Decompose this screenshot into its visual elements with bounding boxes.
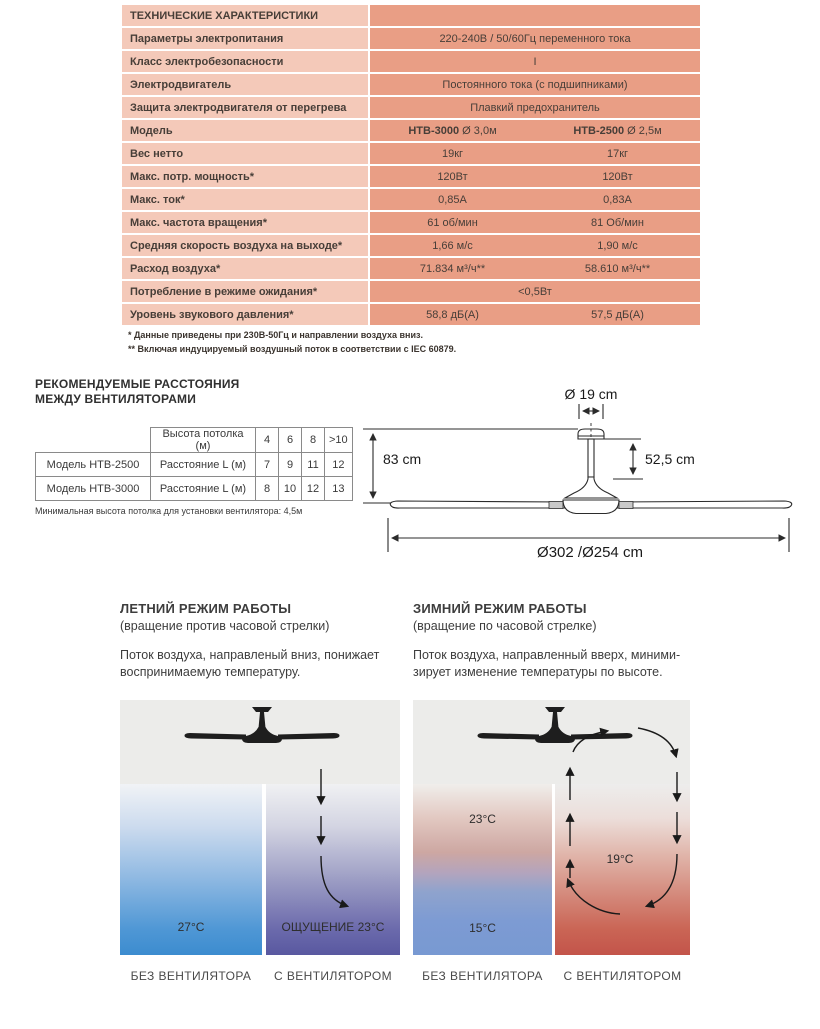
summer-description: Поток воздуха, направленый вниз, понижает воспринимаемую температуру.: [120, 648, 380, 679]
spec-table-row: [122, 74, 700, 95]
winter-caption-with-fan: С ВЕНТИЛЯТОРОМ: [563, 969, 682, 983]
spec-table: [120, 3, 702, 327]
spec-table-title: ТЕХНИЧЕСКИЕ ХАРАКТЕРИСТИКИ: [122, 5, 368, 26]
spec-table-row: [122, 97, 700, 118]
spec-table-row: [122, 28, 700, 49]
winter-airflow-arrows: [413, 700, 690, 955]
spec-row-value: 1,66 м/с 1,90 м/с: [370, 235, 700, 256]
spec-table-row: [122, 189, 700, 210]
spec-table-header-row: [122, 5, 700, 26]
spec-row-label: Защита электродвигателя от перегрева: [122, 97, 368, 118]
spec-row-label: Параметры электропитания: [122, 28, 368, 49]
distance-table-cell: 12: [325, 453, 353, 477]
distance-table-cell: >10: [325, 428, 353, 453]
distance-table-cell: 6: [279, 428, 302, 453]
right-blade: [615, 501, 792, 508]
distance-table-row: [36, 477, 353, 501]
distance-table-cell: 11: [302, 453, 325, 477]
distance-table-cell: Высота потолка (м): [151, 428, 256, 453]
spec-table-row: [122, 304, 700, 325]
distance-table-cell: Расстояние L (м): [151, 453, 256, 477]
spec-row-label: Макс. частота вращения*: [122, 212, 368, 233]
left-blade: [390, 501, 567, 508]
winter-mode-section: [413, 601, 705, 681]
dim-left-label: 83 cm: [383, 451, 422, 467]
summer-subtitle: (вращение против часовой стрелки): [120, 619, 330, 633]
winter-illustration: [413, 700, 690, 955]
spec-row-label: Вес нетто: [122, 143, 368, 164]
spec-table-row: [122, 166, 700, 187]
summer-illustration: [120, 700, 400, 955]
distance-table-cell: 12: [302, 477, 325, 501]
spec-footnote-line: * Данные приведены при 230В-50Гц и направлении воздуха вниз.: [128, 330, 423, 340]
dim-rod-label: 52,5 cm: [645, 451, 695, 467]
distance-table-cell: 7: [256, 453, 279, 477]
spec-row-value: 19кг 17кг: [370, 143, 700, 164]
distance-table-cell: [36, 428, 151, 453]
summer-mode-section: [120, 601, 412, 681]
spec-table-row: [122, 235, 700, 256]
spec-row-label: Уровень звукового давления*: [122, 304, 368, 325]
winter-title: ЗИМНИЙ РЕЖИМ РАБОТЫ: [413, 601, 587, 616]
spec-table-row: [122, 281, 700, 302]
winter-subtitle: (вращение по часовой стрелке): [413, 619, 597, 633]
spec-row-value: Плавкий предохранитель: [370, 97, 700, 118]
summer-caption-with-fan: С ВЕНТИЛЯТОРОМ: [274, 969, 392, 983]
spec-row-label: Потребление в режиме ожидания*: [122, 281, 368, 302]
distance-table-cell: 4: [256, 428, 279, 453]
dim-top-label: Ø 19 cm: [564, 386, 618, 402]
spec-row-value: I: [370, 51, 700, 72]
summer-temp-with: ОЩУЩЕНИЕ 23°C: [281, 920, 385, 934]
spec-row-label: Макс. ток*: [122, 189, 368, 210]
winter-temp-mix: 19°C: [606, 852, 634, 866]
spec-row-label: Средняя скорость воздуха на выходе*: [122, 235, 368, 256]
distance-table-row: [36, 453, 353, 477]
spec-row-value: 120Вт 120Вт: [370, 166, 700, 187]
spec-table-row: [122, 258, 700, 279]
winter-description: Поток воздуха, направленный вверх, миними- зирует изменение температуры по высоте.: [413, 648, 681, 679]
summer-caption-without-fan: БЕЗ ВЕНТИЛЯТОРА: [130, 969, 252, 983]
distance-table-cell: Модель HTB-2500: [36, 453, 151, 477]
summer-title: ЛЕТНИЙ РЕЖИМ РАБОТЫ: [120, 601, 292, 616]
winter-temp-bottom: 15°C: [469, 921, 496, 935]
distance-table-cell: 8: [256, 477, 279, 501]
spec-row-value: 0,85А 0,83А: [370, 189, 700, 210]
spec-row-label: Электродвигатель: [122, 74, 368, 95]
winter-caption-without-fan: БЕЗ ВЕНТИЛЯТОРА: [422, 969, 543, 983]
spec-row-value: 61 об/мин 81 Об/мин: [370, 212, 700, 233]
spec-row-value: HTB-3000 Ø 3,0м HTB-2500 Ø 2,5м: [370, 120, 700, 141]
distance-section-title: РЕКОМЕНДУЕМЫЕ РАССТОЯНИЯ МЕЖДУ ВЕНТИЛЯТОРАМИ: [35, 377, 240, 406]
spec-table-row: [122, 212, 700, 233]
spec-row-value: Постоянного тока (с подшипниками): [370, 74, 700, 95]
spec-table-row: [122, 143, 700, 164]
spec-table-row: [122, 120, 700, 141]
spec-row-value: 71.834 м³/ч** 58.610 м³/ч**: [370, 258, 700, 279]
distance-table-cell: 9: [279, 453, 302, 477]
spec-row-value: <0,5Вт: [370, 281, 700, 302]
summer-airflow-arrows: [120, 700, 400, 955]
spec-table-title-spacer: [370, 5, 700, 26]
distance-table-cell: 8: [302, 428, 325, 453]
summer-temp-without: 27°C: [177, 920, 205, 934]
distance-table-cell: Модель HTB-3000: [36, 477, 151, 501]
winter-temp-top: 23°C: [469, 812, 496, 826]
spec-row-label: Расход воздуха*: [122, 258, 368, 279]
spec-row-value: 58,8 дБ(А) 57,5 дБ(А): [370, 304, 700, 325]
spec-footnotes: [128, 329, 456, 356]
distance-table-header-row: [36, 428, 353, 453]
distance-table-cell: Расстояние L (м): [151, 477, 256, 501]
fan-dimension-diagram: [358, 380, 816, 572]
spec-table-row: [122, 51, 700, 72]
spec-row-label: Класс электробезопасности: [122, 51, 368, 72]
spec-footnote-line: ** Включая индуцируемый воздушный поток в соответствии с IEC 60879.: [128, 343, 457, 354]
spec-row-label: Макс. потр. мощность*: [122, 166, 368, 187]
spec-row-value: 220-240В / 50/60Гц переменного тока: [370, 28, 700, 49]
distance-note: Минимальная высота потолка для установки вентилятора: 4,5м: [35, 506, 303, 516]
distance-table-cell: 10: [279, 477, 302, 501]
distance-table-cell: 13: [325, 477, 353, 501]
spec-row-label: Модель: [122, 120, 368, 141]
distance-table: [35, 427, 353, 501]
dim-bottom-label: Ø302 /Ø254 cm: [537, 544, 643, 561]
